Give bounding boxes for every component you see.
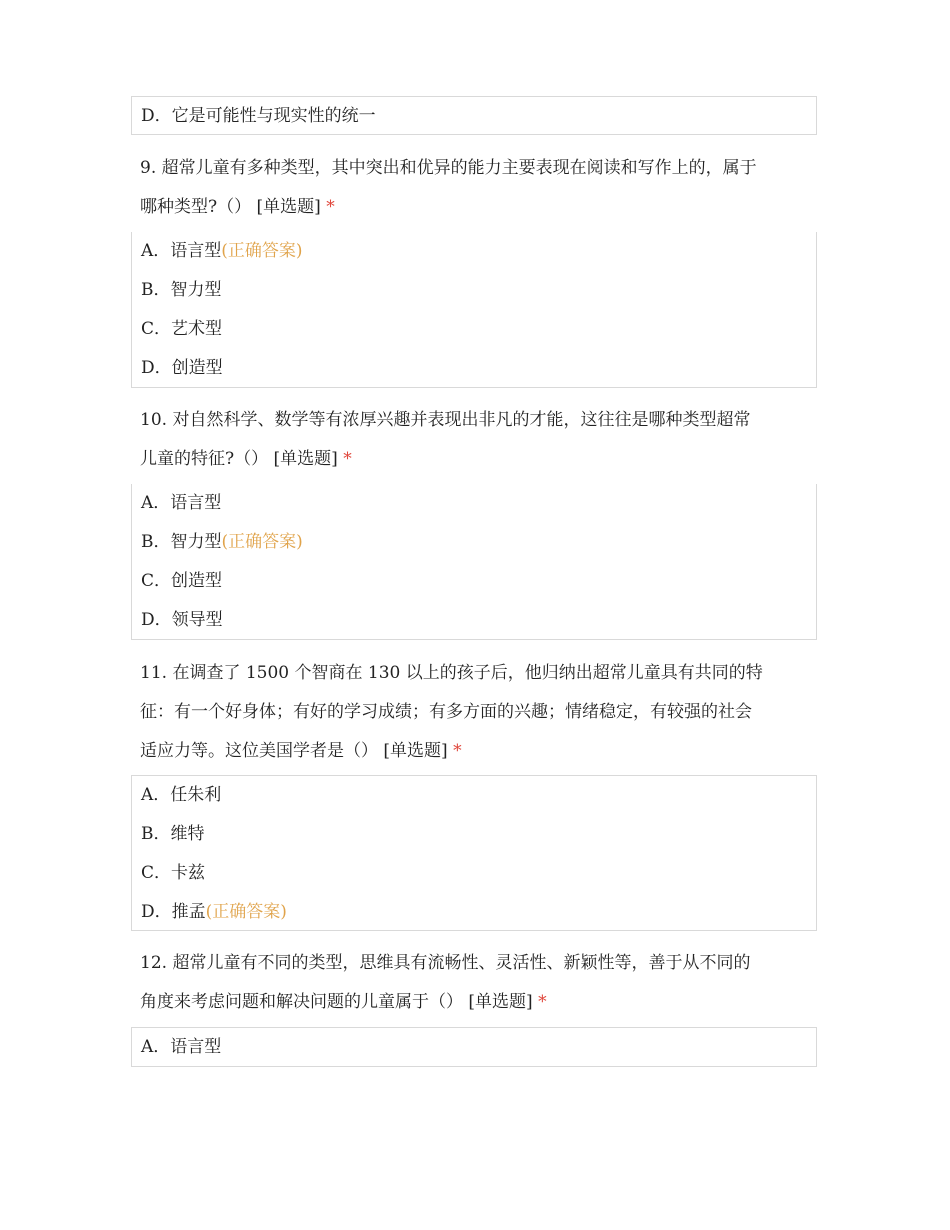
option-q10-b[interactable] [141, 523, 303, 562]
option-q11-d[interactable] [141, 893, 287, 932]
question-line: 征：有一个好身体；有好的学习成绩；有多方面的兴趣；情绪稳定，有较强的社会 [140, 702, 752, 722]
option-label: C．卡兹 [141, 863, 206, 883]
option-label: C．创造型 [141, 571, 223, 591]
option-q11-b[interactable] [141, 815, 205, 854]
required-asterisk: * [326, 197, 335, 217]
option-q9-a[interactable] [141, 232, 303, 271]
option-label: C．艺术型 [141, 319, 223, 339]
question-11-text [140, 654, 820, 771]
correct-answer-tag: (正确答案) [221, 532, 303, 552]
question-line: 9. 超常儿童有多种类型，其中突出和优异的能力主要表现在阅读和写作上的，属于 [140, 158, 757, 178]
question-9-options [131, 232, 817, 388]
question-line-last: 适应力等。这位美国学者是（） [单选题] * [140, 741, 462, 761]
option-label: B．智力型 [141, 280, 222, 300]
option-label: B．维特 [141, 824, 205, 844]
option-q10-a[interactable] [141, 484, 221, 523]
option-label: A．语言型 [141, 241, 222, 261]
option-label: D．创造型 [141, 358, 223, 378]
option-q9-b[interactable] [141, 271, 222, 310]
option-q10-d[interactable] [141, 601, 223, 640]
required-asterisk: * [453, 741, 462, 761]
question-12-options [131, 1027, 817, 1067]
option-q11-c[interactable] [141, 854, 205, 893]
question-10-text [140, 401, 820, 479]
question-11-options [131, 775, 817, 931]
option-label: B．智力型 [141, 532, 222, 552]
option-label: A．语言型 [141, 493, 222, 513]
question-line: 12. 超常儿童有不同的类型，思维具有流畅性、灵活性、新颖性等，善于从不同的 [140, 953, 751, 973]
question-line: 11. 在调查了 1500 个智商在 130 以上的孩子后，他归纳出超常儿童具有共同的特 [140, 663, 763, 683]
question-line: 10. 对自然科学、数学等有浓厚兴趣并表现出非凡的才能，这往往是哪种类型超常 [140, 410, 751, 430]
option-q12-a[interactable] [141, 1028, 221, 1067]
correct-answer-tag: (正确答案) [205, 902, 287, 922]
option-q11-a[interactable] [141, 776, 221, 815]
question-line-last: 儿童的特征?（） [单选题] * [140, 449, 352, 469]
option-label: D．它是可能性与现实性的统一 [141, 106, 376, 126]
option-label: A．语言型 [141, 1037, 222, 1057]
question-12-text [140, 944, 820, 1022]
option-label: D．推孟 [141, 902, 206, 922]
option-label: D．领导型 [141, 610, 223, 630]
question-9-text [140, 149, 820, 227]
option-label: A．任朱利 [141, 785, 222, 805]
correct-answer-tag: (正确答案) [221, 241, 303, 261]
question-10-options [131, 484, 817, 640]
question-line-last: 角度来考虑问题和解决问题的儿童属于（） [单选题] * [140, 992, 547, 1012]
question-line-last: 哪种类型?（） [单选题] * [140, 197, 335, 217]
prev-options-box [131, 96, 817, 135]
option-q10-c[interactable] [141, 562, 222, 601]
required-asterisk: * [343, 449, 352, 469]
option-prev-d[interactable] [141, 97, 376, 136]
option-q9-d[interactable] [141, 349, 223, 388]
option-q9-c[interactable] [141, 310, 222, 349]
required-asterisk: * [538, 992, 547, 1012]
